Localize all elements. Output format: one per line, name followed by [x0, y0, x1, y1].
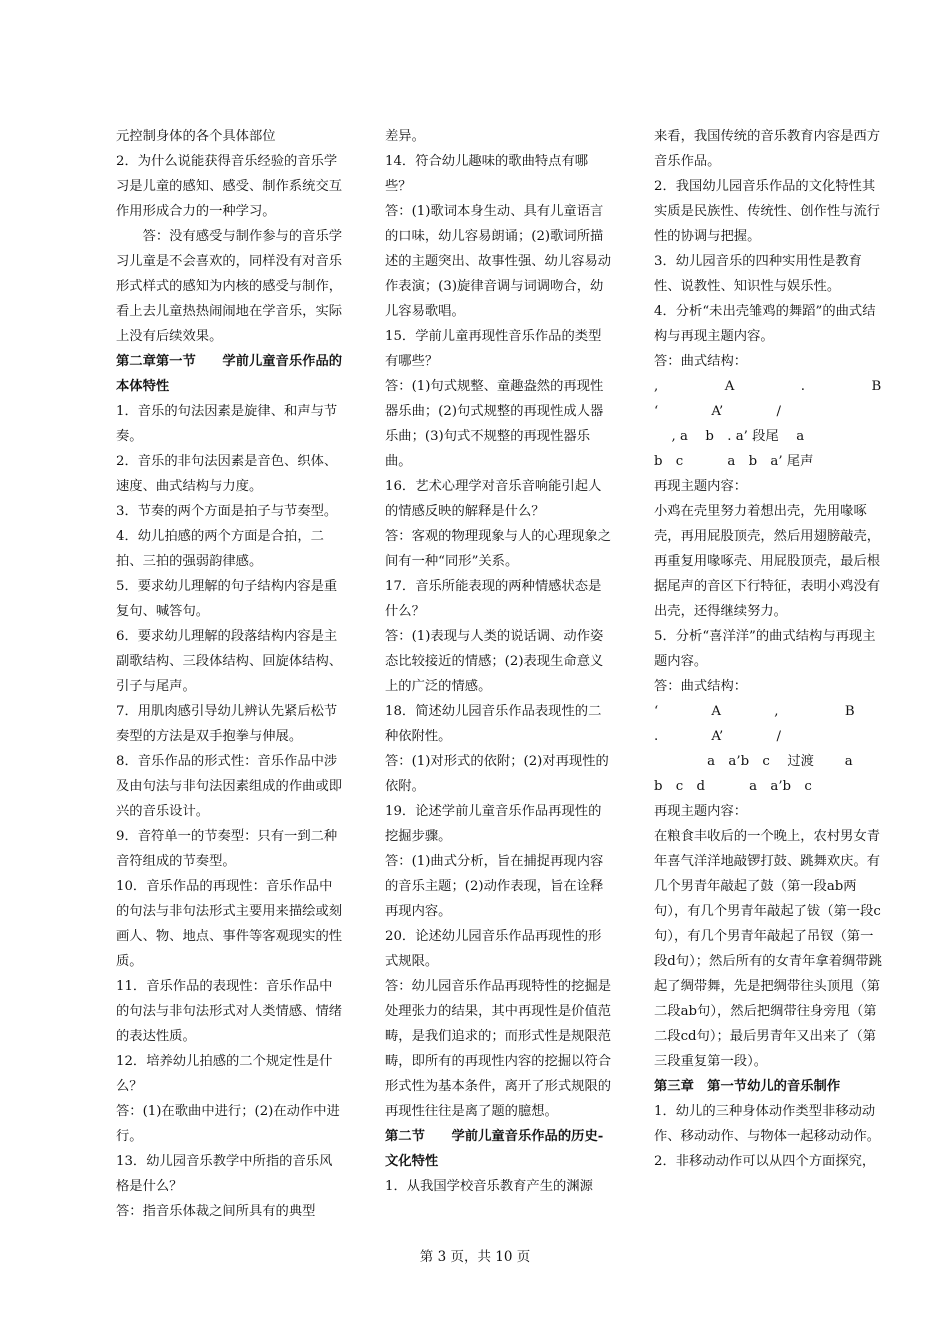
paragraph: 答：曲式结构：	[654, 679, 748, 694]
paragraph: ‘ A , B	[654, 704, 855, 719]
paragraph: 6．要求幼儿理解的段落结构内容是主副歌结构、三段体结构、回旋体结构、引子与尾声。	[116, 629, 343, 694]
paragraph: 5．要求幼儿理解的句子结构内容是重复句、喊答句。	[116, 579, 338, 619]
paragraph: 答：(1)曲式分析，旨在捕捉再现内容的音乐主题；(2)动作表现，旨在诠释再现内容。	[385, 854, 604, 919]
paragraph: 来看，我国传统的音乐教育内容是西方音乐作品。	[654, 129, 881, 169]
paragraph: . A’ /	[654, 729, 781, 744]
paragraph: , A . B	[654, 379, 882, 394]
paragraph: 1．从我国学校音乐教育产生的渊源	[385, 1179, 593, 1194]
paragraph: 9．音符单一的节奏型：只有一到二种音符组成的节奏型。	[116, 829, 338, 869]
section-heading: 第二章第一节 学前儿童音乐作品的本体特性	[116, 354, 343, 394]
paragraph: 10．音乐作品的再现性：音乐作品中的句法与非句法形式主要用来描绘或刻画人、物、地点、事件等客观现实的性质。	[116, 879, 343, 969]
paragraph: 12．培养幼儿拍感的二个规定性是什么？	[116, 1054, 333, 1094]
paragraph: 4．分析“未出壳雏鸡的舞蹈”的曲式结构与再现主题内容。	[654, 304, 876, 344]
paragraph: 答：指音乐体裁之间所具有的典型	[116, 1204, 316, 1219]
page-footer: 第 3 页，共 10 页	[419, 1249, 531, 1265]
paragraph: 小鸡在壳里努力着想出壳，先用喙啄壳，再用屁股顶壳，然后用翅膀敲壳，再重复用喙啄壳、用屁股顶壳，最后根据尾声的音区下行特征，表明小鸡没有出壳，还得继续努力。	[654, 504, 881, 619]
paragraph: 再现主题内容：	[654, 804, 748, 819]
paragraph: 答：没有感受与制作参与的音乐学习儿童是不会喜欢的，同样没有对音乐形式样式的感知为内核的感受与制作，看上去儿童热热闹闹地在学音乐，实际上没有后续效果。	[116, 229, 343, 344]
paragraph: 15．学前儿童再现性音乐作品的类型有哪些？	[385, 329, 602, 369]
paragraph: 元控制身体的各个具体部位	[116, 129, 276, 144]
paragraph: 答：(1)在歌曲中进行；(2)在动作中进行。	[116, 1104, 340, 1144]
paragraph: 在粮食丰收后的一个晚上，农村男女青年喜气洋洋地敲锣打鼓、跳舞欢庆。有几个男青年敲起了鼓（第一段ab两句），有几个男青年敲起了钹（第一段c句），有几个男青年敲起了吊钗（第一段d句）；然后所有的女青年拿着绸带跳起了绸带舞，先是把绸带往头顶甩（第二段ab句），然后把绸带往身旁甩（第二段cd句）；最后男青年又出来了（第三段重复第一段）。	[654, 829, 882, 1069]
paragraph: 2．音乐的非句法因素是音色、织体、速度、曲式结构与力度。	[116, 454, 338, 494]
paragraph: 答：客观的物理现象与人的心理现象之间有一种“同形”关系。	[385, 529, 612, 569]
paragraph: 差异。	[385, 129, 425, 144]
paragraph: b c a b a’ 尾声	[654, 454, 814, 469]
text-column-3	[654, 124, 882, 1174]
paragraph: 19．论述学前儿童音乐作品再现性的挖掘步骤。	[385, 804, 602, 844]
paragraph: 3．节奏的两个方面是拍子与节奏型。	[116, 504, 338, 519]
paragraph: 答：(1)对形式的依附；(2)对再现性的依附。	[385, 754, 609, 794]
paragraph: 7．用肌肉感引导幼儿辨认先紧后松节奏型的方法是双手抱拳与伸展。	[116, 704, 338, 744]
paragraph: 17．音乐所能表现的两种情感状态是什么？	[385, 579, 602, 619]
paragraph: , a b . a’ 段尾 a	[654, 429, 805, 444]
paragraph: 再现主题内容：	[654, 479, 748, 494]
paragraph: 2．非移动动作可以从四个方面探究，	[654, 1154, 876, 1169]
paragraph: ‘ A’ /	[654, 404, 781, 419]
paragraph: 答：幼儿园音乐作品再现特性的挖掘是处理张力的结果，其中再现性是价值范畴，是我们追求的；而形式性是规限范畴，即所有的再现性内容的挖掘以符合形式性为基本条件，离开了形式规限的再现性往往是离了题的臆想。	[385, 979, 612, 1119]
paragraph: a a’b c 过渡 a	[654, 754, 853, 769]
paragraph: 2．我国幼儿园音乐作品的文化特性其实质是民族性、传统性、创作性与流行性的协调与把握。	[654, 179, 881, 244]
paragraph: 20．论述幼儿园音乐作品再现性的形式规限。	[385, 929, 602, 969]
paragraph: 16．艺术心理学对音乐音响能引起人的情感反映的解释是什么？	[385, 479, 602, 519]
paragraph: 14．符合幼儿趣味的歌曲特点有哪些？	[385, 154, 589, 194]
paragraph: 11．音乐作品的表现性：音乐作品中的句法与非句法形式对人类情感、情绪的表达性质。	[116, 979, 343, 1044]
paragraph: 1．幼儿的三种身体动作类型非移动动作、移动动作、与物体一起移动动作。	[654, 1104, 881, 1144]
text-column-1	[116, 124, 344, 1224]
paragraph: 4．幼儿拍感的两个方面是合拍，二拍、三拍的强弱韵律感。	[116, 529, 324, 569]
paragraph: 13．幼儿园音乐教学中所指的音乐风格是什么？	[116, 1154, 333, 1194]
paragraph: 1．音乐的句法因素是旋律、和声与节奏。	[116, 404, 338, 444]
paragraph: 2．为什么说能获得音乐经验的音乐学习是儿童的感知、感受、制作系统交互作用形成合力的一种学习。	[116, 154, 343, 219]
paragraph: 答：(1)表现与人类的说话调、动作姿态比较接近的情感；(2)表现生命意义上的广泛的情感。	[385, 629, 604, 694]
paragraph: 8．音乐作品的形式性：音乐作品中涉及由句法与非句法因素组成的作曲或即兴的音乐设计。	[116, 754, 343, 819]
section-heading: 第二节 学前儿童音乐作品的历史-文化特性	[385, 1129, 604, 1169]
paragraph: 3．幼儿园音乐的四种实用性是教育性、说教性、知识性与娱乐性。	[654, 254, 862, 294]
paragraph: 答：(1)句式规整、童趣盎然的再现性器乐曲；(2)句式规整的再现性成人器乐曲；(3)句式不规整的再现性器乐曲。	[385, 379, 604, 469]
paragraph: 18．简述幼儿园音乐作品表现性的二种依附性。	[385, 704, 602, 744]
section-heading: 第三章 第一节幼儿的音乐制作	[654, 1079, 841, 1094]
paragraph: 答：(1)歌词本身生动、具有儿童语言的口味，幼儿容易朗诵；(2)歌词所描述的主题突出、故事性强、幼儿容易动作表演；(3)旋律音调与词调吻合，幼儿容易歌唱。	[385, 204, 612, 319]
text-column-2	[385, 124, 613, 1199]
paragraph: 答：曲式结构：	[654, 354, 748, 369]
paragraph: 5．分析“喜洋洋”的曲式结构与再现主题内容。	[654, 629, 876, 669]
paragraph: b c d a a’b c	[654, 779, 812, 794]
